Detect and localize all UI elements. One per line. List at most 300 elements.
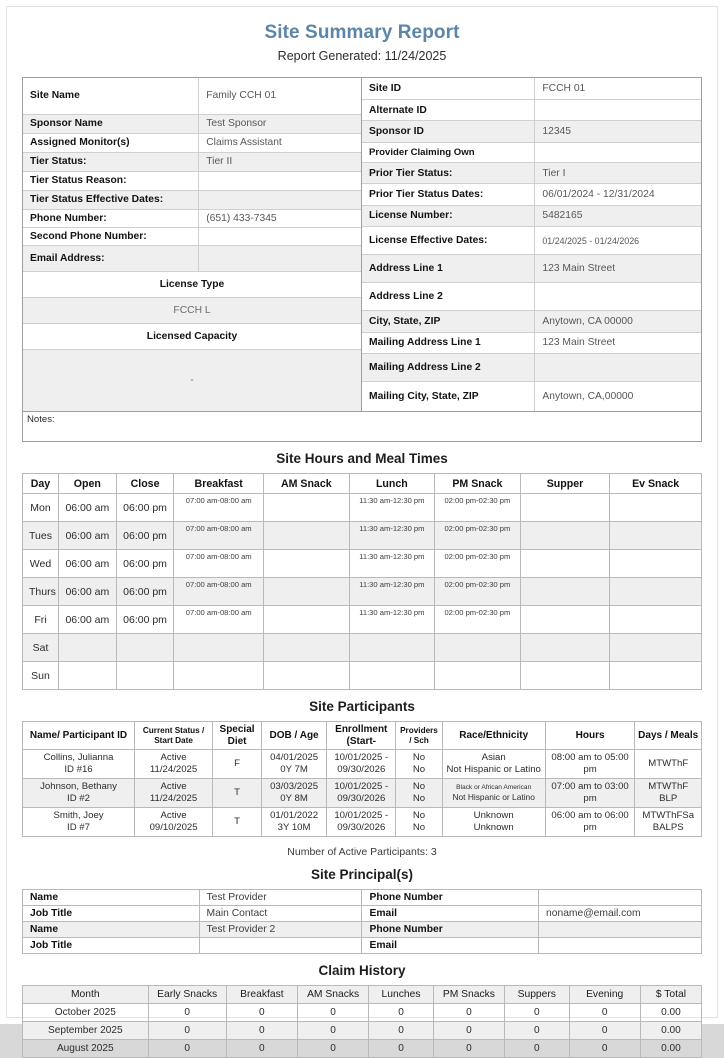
hours-pm-snack-cell bbox=[435, 634, 521, 662]
principal-label-2: Email bbox=[362, 937, 539, 953]
hours-am-snack-cell bbox=[264, 578, 350, 606]
hours-column-header: Supper bbox=[520, 474, 610, 494]
principal-value-2: noname@email.com bbox=[539, 905, 702, 921]
claims-supper-cell: 0 bbox=[505, 1039, 570, 1057]
participant-providers-cell bbox=[396, 807, 442, 836]
claims-pm-cell: 0 bbox=[433, 1039, 504, 1057]
hours-day-cell: Wed bbox=[23, 550, 59, 578]
claims-early-cell: 0 bbox=[148, 1039, 226, 1057]
site-info-left-row bbox=[23, 227, 361, 245]
site-info-value bbox=[199, 227, 361, 245]
participant-days-meals-cell-line2: BLP bbox=[659, 792, 678, 804]
hours-am-snack-cell bbox=[264, 662, 350, 690]
participant-days-meals-cell-line2: BALPS bbox=[652, 821, 684, 833]
claims-lunch-cell: 0 bbox=[369, 1039, 434, 1057]
participant-hours-cell-line2: pm bbox=[583, 763, 597, 775]
claims-column-header: Breakfast bbox=[226, 985, 297, 1003]
site-info-merged-cell: Licensed Capacity bbox=[23, 323, 361, 349]
site-info-right-row bbox=[362, 184, 701, 205]
participants-column-header: Special Diet bbox=[213, 722, 262, 750]
participant-race-cell-line2: Unknown bbox=[473, 821, 514, 833]
participant-race-cell-line1: Asian bbox=[481, 752, 506, 763]
hours-row bbox=[23, 550, 702, 578]
hours-pm-snack-cell: 02:00 pm-02:30 pm bbox=[435, 578, 521, 606]
site-info-right-row bbox=[362, 283, 701, 311]
claims-column-header: $ Total bbox=[640, 985, 701, 1003]
principal-value-1 bbox=[199, 937, 362, 953]
active-participants-count: Number of Active Participants: 3 bbox=[287, 845, 437, 858]
principal-value-1: Test Provider bbox=[199, 889, 362, 905]
site-info-label: Address Line 2 bbox=[362, 283, 535, 311]
hours-lunch-cell: 11:30 am-12:30 pm bbox=[349, 550, 435, 578]
participants-column-header: DOB / Age bbox=[261, 722, 326, 750]
section-title-claims: Claim History bbox=[318, 962, 406, 978]
participant-diet-cell: T bbox=[213, 807, 262, 836]
hours-open-cell: 06:00 am bbox=[58, 606, 116, 634]
hours-ev-snack-cell bbox=[610, 634, 702, 662]
hours-am-snack-cell bbox=[264, 550, 350, 578]
site-info-label: Sponsor ID bbox=[362, 121, 535, 142]
participants-column-header: Current Status / Start Date bbox=[135, 722, 213, 750]
hours-pm-snack-cell bbox=[435, 662, 521, 690]
claims-pm-cell: 0 bbox=[433, 1003, 504, 1021]
hours-column-header: Close bbox=[116, 474, 174, 494]
site-info-right-row bbox=[362, 354, 701, 382]
participant-providers-cell-line1: No bbox=[412, 809, 426, 821]
claims-evening-cell: 0 bbox=[569, 1003, 640, 1021]
participant-name-cell-line2: ID #2 bbox=[67, 792, 90, 804]
hours-breakfast-cell: 07:00 am-08:00 am bbox=[174, 522, 264, 550]
claims-column-header: Evening bbox=[569, 985, 640, 1003]
site-info-label: Phone Number: bbox=[23, 209, 199, 227]
site-info-value bbox=[535, 99, 701, 120]
participant-race-cell-line2: Not Hispanic or Latino bbox=[446, 763, 541, 775]
site-info-label: Address Line 1 bbox=[362, 255, 535, 283]
hours-am-snack-cell bbox=[264, 522, 350, 550]
hours-lunch-cell bbox=[349, 634, 435, 662]
site-info-left-row bbox=[23, 190, 361, 209]
participant-hours-cell bbox=[545, 778, 635, 807]
participant-status-cell-line1: Active bbox=[160, 809, 187, 821]
report-generated-date: Report Generated: 11/24/2025 bbox=[277, 49, 447, 63]
participant-name-cell-line2: ID #7 bbox=[67, 821, 90, 833]
participant-hours-cell-line2: pm bbox=[583, 821, 597, 833]
hours-supper-cell bbox=[520, 606, 610, 634]
claims-total-cell: 0.00 bbox=[640, 1039, 701, 1057]
hours-open-cell: 06:00 am bbox=[58, 550, 116, 578]
hours-close-cell bbox=[116, 662, 174, 690]
site-info-label: Alternate ID bbox=[362, 99, 535, 120]
site-info-left-row bbox=[23, 114, 361, 133]
site-info-left-row bbox=[23, 171, 361, 190]
site-hours-header-row bbox=[23, 474, 702, 494]
participant-dob-cell bbox=[261, 750, 326, 779]
claims-breakfast-cell: 0 bbox=[226, 1039, 297, 1057]
claims-row bbox=[23, 1003, 702, 1021]
site-info-left-row bbox=[23, 245, 361, 271]
site-info-value: Anytown, CA 00000 bbox=[535, 311, 701, 332]
hours-breakfast-cell: 07:00 am-08:00 am bbox=[174, 494, 264, 522]
hours-ev-snack-cell bbox=[610, 662, 702, 690]
section-title-participants: Site Participants bbox=[309, 699, 415, 714]
participant-race-cell-line2: Not Hispanic or Latino bbox=[452, 791, 535, 802]
hours-ev-snack-cell bbox=[610, 606, 702, 634]
hours-close-cell bbox=[116, 634, 174, 662]
site-info-value bbox=[199, 245, 361, 271]
principal-label-1: Job Title bbox=[23, 905, 200, 921]
participant-hours-cell-line1: 06:00 am to 06:00 bbox=[551, 809, 629, 821]
site-info-right-row bbox=[362, 78, 701, 99]
site-info-label: Tier Status Reason: bbox=[23, 171, 199, 190]
site-info-label: License Number: bbox=[362, 205, 535, 226]
claims-total-cell: 0.00 bbox=[640, 1021, 701, 1039]
hours-ev-snack-cell bbox=[610, 578, 702, 606]
hours-close-cell: 06:00 pm bbox=[116, 494, 174, 522]
hours-column-header: AM Snack bbox=[264, 474, 350, 494]
hours-am-snack-cell bbox=[264, 494, 350, 522]
site-info-value bbox=[199, 190, 361, 209]
site-participants-table bbox=[22, 721, 702, 837]
hours-supper-cell bbox=[520, 634, 610, 662]
site-info-label: City, State, ZIP bbox=[362, 311, 535, 332]
site-info-left-row bbox=[23, 323, 361, 349]
participant-hours-cell bbox=[545, 750, 635, 779]
site-info-label: Provider Claiming Own bbox=[362, 142, 535, 162]
section-title-principals: Site Principal(s) bbox=[310, 866, 414, 882]
participant-status-cell bbox=[135, 807, 213, 836]
participant-providers-cell-line2: No bbox=[412, 821, 426, 833]
hours-breakfast-cell bbox=[174, 634, 264, 662]
participants-header-row bbox=[23, 722, 702, 750]
site-info-value: Tier I bbox=[535, 162, 701, 183]
participants-column-header: Hours bbox=[545, 722, 635, 750]
claims-am-cell: 0 bbox=[297, 1021, 368, 1039]
claims-am-cell: 0 bbox=[297, 1039, 368, 1057]
site-info-right-row bbox=[362, 311, 701, 332]
site-info-value bbox=[535, 142, 701, 162]
site-hours-table bbox=[22, 473, 702, 690]
participant-status-cell-line2: 11/24/2025 bbox=[149, 763, 198, 775]
site-info-right bbox=[362, 78, 701, 411]
participant-name-cell bbox=[23, 750, 135, 779]
hours-day-cell: Tues bbox=[23, 522, 59, 550]
hours-open-cell bbox=[58, 634, 116, 662]
site-info-value: 123 Main Street bbox=[535, 332, 701, 353]
participant-enrollment-cell-line2: 09/30/2026 bbox=[337, 821, 386, 833]
site-info-value: 01/24/2025 - 01/24/2026 bbox=[535, 227, 701, 255]
participant-name-cell-line2: ID #16 bbox=[64, 763, 93, 775]
claim-history-header-row bbox=[23, 985, 702, 1003]
notes-field: Notes: bbox=[23, 411, 701, 441]
hours-supper-cell bbox=[520, 522, 610, 550]
site-info-right-table bbox=[362, 78, 701, 411]
principal-row bbox=[23, 905, 702, 921]
claims-column-header: Lunches bbox=[369, 985, 434, 1003]
table-row bbox=[23, 778, 702, 807]
hours-pm-snack-cell: 02:00 pm-02:30 pm bbox=[435, 606, 521, 634]
site-info-left-row bbox=[23, 78, 361, 114]
principal-row bbox=[23, 921, 702, 937]
participant-enrollment-cell-line2: 09/30/2026 bbox=[337, 763, 386, 775]
site-info-label: Mailing Address Line 1 bbox=[362, 332, 535, 353]
hours-open-cell: 06:00 am bbox=[58, 522, 116, 550]
participant-status-cell-line1: Active bbox=[160, 780, 187, 792]
participant-providers-cell-line2: No bbox=[412, 792, 426, 804]
claims-month-cell: October 2025 bbox=[23, 1003, 149, 1021]
participant-race-cell-line1: Black or African American bbox=[456, 783, 532, 791]
claims-lunch-cell: 0 bbox=[369, 1021, 434, 1039]
site-info-right-row bbox=[362, 205, 701, 226]
site-info-left-row bbox=[23, 349, 361, 411]
participants-column-header: Enrollment (Start- bbox=[327, 722, 396, 750]
claims-lunch-cell: 0 bbox=[369, 1003, 434, 1021]
claims-early-cell: 0 bbox=[148, 1003, 226, 1021]
participant-hours-cell-line1: 08:00 am to 05:00 bbox=[551, 752, 629, 763]
claims-supper-cell: 0 bbox=[505, 1003, 570, 1021]
hours-breakfast-cell: 07:00 am-08:00 am bbox=[174, 606, 264, 634]
participant-race-cell bbox=[442, 807, 545, 836]
principal-value-1: Test Provider 2 bbox=[199, 921, 362, 937]
site-info-label: Mailing Address Line 2 bbox=[362, 354, 535, 382]
hours-lunch-cell bbox=[349, 662, 435, 690]
participant-enrollment-cell-line2: 09/30/2026 bbox=[337, 792, 386, 804]
hours-open-cell bbox=[58, 662, 116, 690]
participant-diet-cell: T bbox=[213, 778, 262, 807]
site-info-left-row bbox=[23, 152, 361, 171]
site-info-merged-cell: FCCH L bbox=[23, 297, 361, 323]
claims-breakfast-cell: 0 bbox=[226, 1021, 297, 1039]
site-info-right-row bbox=[362, 121, 701, 142]
claims-column-header: PM Snacks bbox=[433, 985, 504, 1003]
site-info-value: Claims Assistant bbox=[199, 133, 361, 152]
participant-hours-cell bbox=[545, 807, 635, 836]
site-info-label: Mailing City, State, ZIP bbox=[362, 382, 535, 411]
hours-column-header: Breakfast bbox=[174, 474, 264, 494]
principal-value-2 bbox=[539, 921, 702, 937]
hours-column-header: PM Snack bbox=[435, 474, 521, 494]
site-info-left-row bbox=[23, 297, 361, 323]
hours-supper-cell bbox=[520, 494, 610, 522]
participant-race-cell bbox=[442, 750, 545, 779]
hours-breakfast-cell: 07:00 am-08:00 am bbox=[174, 578, 264, 606]
site-info-value: Family CCH 01 bbox=[199, 78, 361, 114]
claims-month-cell: September 2025 bbox=[23, 1021, 149, 1039]
site-info-value: 5482165 bbox=[535, 205, 701, 226]
participant-hours-cell-line2: pm bbox=[583, 792, 597, 804]
claims-month-cell: August 2025 bbox=[23, 1039, 149, 1057]
claims-row bbox=[23, 1021, 702, 1039]
participant-dob-cell-line1: 03/03/2025 bbox=[270, 780, 319, 792]
site-info-label: Tier Status: bbox=[23, 152, 199, 171]
principal-row bbox=[23, 937, 702, 953]
hours-am-snack-cell bbox=[264, 634, 350, 662]
site-info-label: Sponsor Name bbox=[23, 114, 199, 133]
hours-breakfast-cell bbox=[174, 662, 264, 690]
participants-column-header: Providers / Sch bbox=[396, 722, 442, 750]
participant-enrollment-cell bbox=[327, 778, 396, 807]
site-info-value: Anytown, CA,00000 bbox=[535, 382, 701, 411]
claims-row bbox=[23, 1039, 702, 1057]
claims-column-header: Suppers bbox=[505, 985, 570, 1003]
hours-ev-snack-cell bbox=[610, 550, 702, 578]
claims-supper-cell: 0 bbox=[505, 1021, 570, 1039]
site-info-value: 12345 bbox=[535, 121, 701, 142]
site-info-value: Tier II bbox=[199, 152, 361, 171]
participant-name-cell-line1: Smith, Joey bbox=[53, 809, 104, 821]
site-info-value: FCCH 01 bbox=[535, 78, 701, 99]
hours-row bbox=[23, 522, 702, 550]
principal-label-1: Name bbox=[23, 921, 200, 937]
participant-dob-cell bbox=[261, 778, 326, 807]
hours-lunch-cell: 11:30 am-12:30 pm bbox=[349, 578, 435, 606]
hours-lunch-cell: 11:30 am-12:30 pm bbox=[349, 522, 435, 550]
site-info-label: Prior Tier Status Dates: bbox=[362, 184, 535, 205]
participant-status-cell bbox=[135, 778, 213, 807]
site-info-label: Email Address: bbox=[23, 245, 199, 271]
claims-total-cell: 0.00 bbox=[640, 1003, 701, 1021]
claims-pm-cell: 0 bbox=[433, 1021, 504, 1039]
table-row bbox=[23, 807, 702, 836]
participant-status-cell-line2: 11/24/2025 bbox=[149, 792, 198, 804]
site-info-value bbox=[199, 171, 361, 190]
principal-value-2 bbox=[539, 937, 702, 953]
site-info-table bbox=[22, 77, 702, 442]
hours-close-cell: 06:00 pm bbox=[116, 578, 174, 606]
hours-open-cell: 06:00 am bbox=[58, 494, 116, 522]
hours-row bbox=[23, 634, 702, 662]
site-info-merged-cell: License Type bbox=[23, 271, 361, 297]
participant-dob-cell-line1: 01/01/2022 bbox=[270, 809, 319, 821]
site-info-label: Assigned Monitor(s) bbox=[23, 133, 199, 152]
hours-column-header: Ev Snack bbox=[610, 474, 702, 494]
hours-day-cell: Thurs bbox=[23, 578, 59, 606]
site-info-right-row bbox=[362, 162, 701, 183]
site-info-label: Second Phone Number: bbox=[23, 227, 199, 245]
site-info-value: (651) 433-7345 bbox=[199, 209, 361, 227]
hours-day-cell: Sun bbox=[23, 662, 59, 690]
participants-column-header: Name/ Participant ID bbox=[23, 722, 135, 750]
participant-providers-cell bbox=[396, 750, 442, 779]
hours-column-header: Lunch bbox=[349, 474, 435, 494]
hours-column-header: Day bbox=[23, 474, 59, 494]
participant-enrollment-cell-line1: 10/01/2025 - bbox=[334, 780, 389, 792]
participant-providers-cell bbox=[396, 778, 442, 807]
participant-enrollment-cell-line1: 10/01/2025 - bbox=[334, 809, 389, 821]
participant-providers-cell-line2: No bbox=[412, 763, 426, 775]
claims-evening-cell: 0 bbox=[569, 1021, 640, 1039]
hours-supper-cell bbox=[520, 662, 610, 690]
hours-ev-snack-cell bbox=[610, 522, 702, 550]
hours-row bbox=[23, 494, 702, 522]
hours-row bbox=[23, 606, 702, 634]
claims-evening-cell: 0 bbox=[569, 1039, 640, 1057]
hours-day-cell: Sat bbox=[23, 634, 59, 662]
hours-supper-cell bbox=[520, 550, 610, 578]
participant-name-cell bbox=[23, 778, 135, 807]
participant-providers-cell-line1: No bbox=[412, 780, 426, 792]
hours-close-cell: 06:00 pm bbox=[116, 522, 174, 550]
site-info-merged-cell: - bbox=[23, 349, 361, 411]
site-info-left-row bbox=[23, 133, 361, 152]
site-info-left-row bbox=[23, 271, 361, 297]
participant-days-meals-cell-line1: MTWThF bbox=[648, 757, 689, 769]
participant-race-cell-line1: Unknown bbox=[473, 809, 514, 821]
site-info-label: Tier Status Effective Dates: bbox=[23, 190, 199, 209]
claims-column-header: AM Snacks bbox=[297, 985, 368, 1003]
site-info-right-row bbox=[362, 255, 701, 283]
participant-diet-cell: F bbox=[213, 750, 262, 779]
hours-column-header: Open bbox=[58, 474, 116, 494]
participant-name-cell bbox=[23, 807, 135, 836]
participant-race-cell bbox=[442, 778, 545, 807]
page-title: Site Summary Report bbox=[264, 22, 460, 43]
hours-lunch-cell: 11:30 am-12:30 pm bbox=[349, 494, 435, 522]
site-info-right-row bbox=[362, 332, 701, 353]
claims-am-cell: 0 bbox=[297, 1003, 368, 1021]
site-info-value: Test Sponsor bbox=[199, 114, 361, 133]
hours-supper-cell bbox=[520, 578, 610, 606]
hours-day-cell: Fri bbox=[23, 606, 59, 634]
claim-history-table bbox=[22, 985, 702, 1058]
principal-value-2 bbox=[539, 889, 702, 905]
participant-days-meals-cell-line1: MTWThFSa bbox=[642, 809, 695, 821]
site-info-right-row bbox=[362, 142, 701, 162]
claims-column-header: Month bbox=[23, 985, 149, 1003]
site-info-right-row bbox=[362, 382, 701, 411]
hours-lunch-cell: 11:30 am-12:30 pm bbox=[349, 606, 435, 634]
participant-enrollment-cell bbox=[327, 750, 396, 779]
participant-dob-cell-line1: 04/01/2025 bbox=[270, 752, 319, 763]
participant-name-cell-line1: Johnson, Bethany bbox=[40, 780, 117, 792]
principal-label-2: Phone Number bbox=[362, 889, 539, 905]
site-info-label: Prior Tier Status: bbox=[362, 162, 535, 183]
hours-day-cell: Mon bbox=[23, 494, 59, 522]
site-info-value bbox=[535, 283, 701, 311]
site-info-left bbox=[23, 78, 362, 411]
participant-dob-cell-line2: 3Y 10M bbox=[277, 821, 311, 833]
hours-pm-snack-cell: 02:00 pm-02:30 pm bbox=[435, 494, 521, 522]
participant-status-cell bbox=[135, 750, 213, 779]
table-row bbox=[23, 750, 702, 779]
hours-breakfast-cell: 07:00 am-08:00 am bbox=[174, 550, 264, 578]
principal-value-1: Main Contact bbox=[199, 905, 362, 921]
participant-days-meals-cell bbox=[635, 807, 702, 836]
participant-dob-cell-line2: 0Y 8M bbox=[280, 792, 308, 804]
site-info-right-row bbox=[362, 227, 701, 255]
hours-close-cell: 06:00 pm bbox=[116, 550, 174, 578]
participant-days-meals-cell-line1: MTWThF bbox=[648, 780, 689, 792]
hours-ev-snack-cell bbox=[610, 494, 702, 522]
participant-days-meals-cell bbox=[635, 750, 702, 779]
participant-status-cell-line1: Active bbox=[160, 752, 187, 763]
hours-row bbox=[23, 662, 702, 690]
site-info-left-table bbox=[23, 78, 361, 411]
site-info-value: 123 Main Street bbox=[535, 255, 701, 283]
principal-label-1: Name bbox=[23, 889, 200, 905]
site-principals-table bbox=[22, 889, 702, 954]
site-info-label: Site ID bbox=[362, 78, 535, 99]
site-info-value: 06/01/2024 - 12/31/2024 bbox=[535, 184, 701, 205]
site-info-right-row bbox=[362, 99, 701, 120]
participant-enrollment-cell bbox=[327, 807, 396, 836]
participant-days-meals-cell bbox=[635, 778, 702, 807]
section-title-hours: Site Hours and Meal Times bbox=[276, 451, 448, 466]
site-info-left-row bbox=[23, 209, 361, 227]
hours-row bbox=[23, 578, 702, 606]
hours-am-snack-cell bbox=[264, 606, 350, 634]
claims-early-cell: 0 bbox=[148, 1021, 226, 1039]
claims-breakfast-cell: 0 bbox=[226, 1003, 297, 1021]
